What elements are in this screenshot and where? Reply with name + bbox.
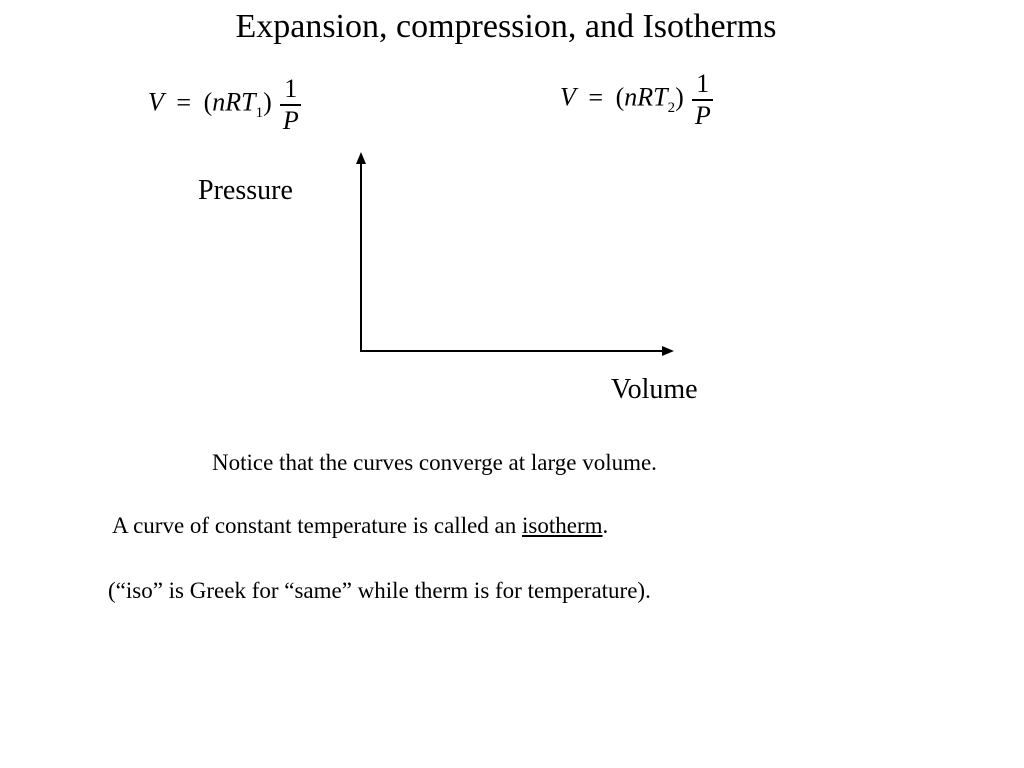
eq1-numerator: 1 [284, 74, 298, 103]
note-etymology: (“iso” is Greek for “same” while therm is for temperature). [108, 578, 651, 603]
eq2-n: n [624, 82, 638, 112]
eq2-numerator: 1 [696, 69, 710, 98]
note-isotherm [112, 513, 608, 539]
eq1-n: n [212, 87, 226, 117]
note-isotherm-prefix: A curve of constant temperature is called an [112, 513, 523, 538]
eq2-open-paren: ( [615, 82, 625, 112]
eq1-denominator: P [282, 105, 299, 135]
slide-title: Expansion, compression, and Isotherms [235, 8, 777, 45]
eq1-t: T [241, 87, 256, 117]
note-converge: Notice that the curves converge at large volume. [212, 450, 657, 475]
x-axis-label: Volume [611, 374, 698, 405]
eq1-subscript: 1 [255, 104, 264, 121]
eq1-close-paren: ) [263, 87, 272, 117]
eq1-equals: = [176, 87, 192, 117]
eq1-r: R [225, 87, 242, 117]
note-isotherm-suffix: . [602, 513, 609, 538]
y-axis-arrowhead [356, 152, 366, 164]
y-axis-label: Pressure [198, 175, 293, 206]
eq2-subscript: 2 [667, 99, 676, 116]
eq2-lhs: V [560, 82, 576, 112]
eq2-t: T [653, 82, 668, 112]
eq2-equals: = [588, 82, 604, 112]
isotherm-link[interactable]: isotherm [522, 513, 603, 538]
eq1-lhs: V [148, 87, 164, 117]
eq1-open-paren: ( [203, 87, 213, 117]
eq2-denominator: P [694, 100, 711, 130]
eq2-close-paren: ) [675, 82, 684, 112]
x-axis-arrowhead [662, 346, 674, 356]
eq2-r: R [637, 82, 654, 112]
